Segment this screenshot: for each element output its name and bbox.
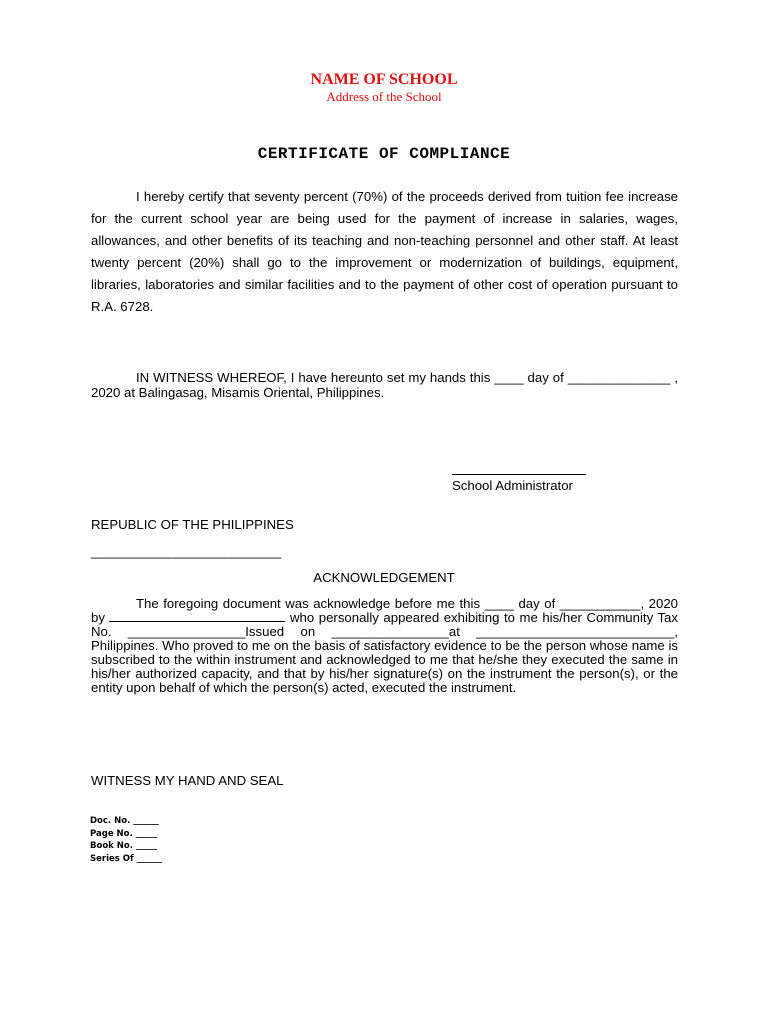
series-of-field: Series Of ______	[90, 853, 163, 864]
book-no-field: Book No. _____	[90, 841, 158, 851]
notary-fields	[90, 815, 162, 865]
acknowledgement-text-part2: who personally appeared exhibiting to me his/her Community Tax No. ________________Issued on ________________at ___________________________, Philippines. Who proved to me on the basis of satisfactory evidence to be the person whose name is subscribed to the within instrument and acknowledged to me that he/she they executed the same in his/her authorized capacity, and that by his/her signature(s) on the instrument the person(s), or the entity upon behalf of which the person(s) acted, executed the instrument.	[91, 610, 678, 695]
page-no-field: Page No. _____	[90, 828, 157, 839]
school-address: Address of the School	[326, 89, 442, 104]
signatory-label: School Administrator	[452, 478, 573, 493]
witness-whereof-paragraph: IN WITNESS WHEREOF, I have hereunto set my hands this ____ day of ______________ , 2020 at Balingasag, Misamis Oriental, Philippines.	[91, 370, 678, 400]
acknowledgement-paragraph	[91, 597, 678, 695]
school-name: NAME OF SCHOOL	[310, 71, 458, 88]
name-blank	[109, 611, 285, 622]
certificate-title: CERTIFICATE OF COMPLIANCE	[257, 145, 511, 163]
acknowledgement-title: ACKNOWLEDGEMENT	[313, 570, 455, 585]
republic-heading: REPUBLIC OF THE PHILIPPINES	[91, 517, 294, 532]
signature-line	[452, 474, 586, 475]
acknowledgement-text-part1: The foregoing document was acknowledge before me this ____ day of ___________, 2020 by	[91, 596, 678, 625]
witness-seal-line: WITNESS MY HAND AND SEAL	[91, 773, 284, 788]
venue-blank-line: ___________________________	[91, 544, 281, 559]
doc-no-field: Doc. No. ______	[90, 816, 159, 826]
certification-paragraph: I hereby certify that seventy percent (70%) of the proceeds derived from tuition fee increase for the current school year are being used for the payment of increase in salaries, wages, allowances, and other benefits of its teaching and non-teaching personnel and other staff. At least twenty percent (20%) shall go to the improvement or modernization of buildings, equipment, libraries, laboratories and similar facilities and to the payment of other cost of operation pursuant to R.A. 6728.	[91, 189, 678, 314]
